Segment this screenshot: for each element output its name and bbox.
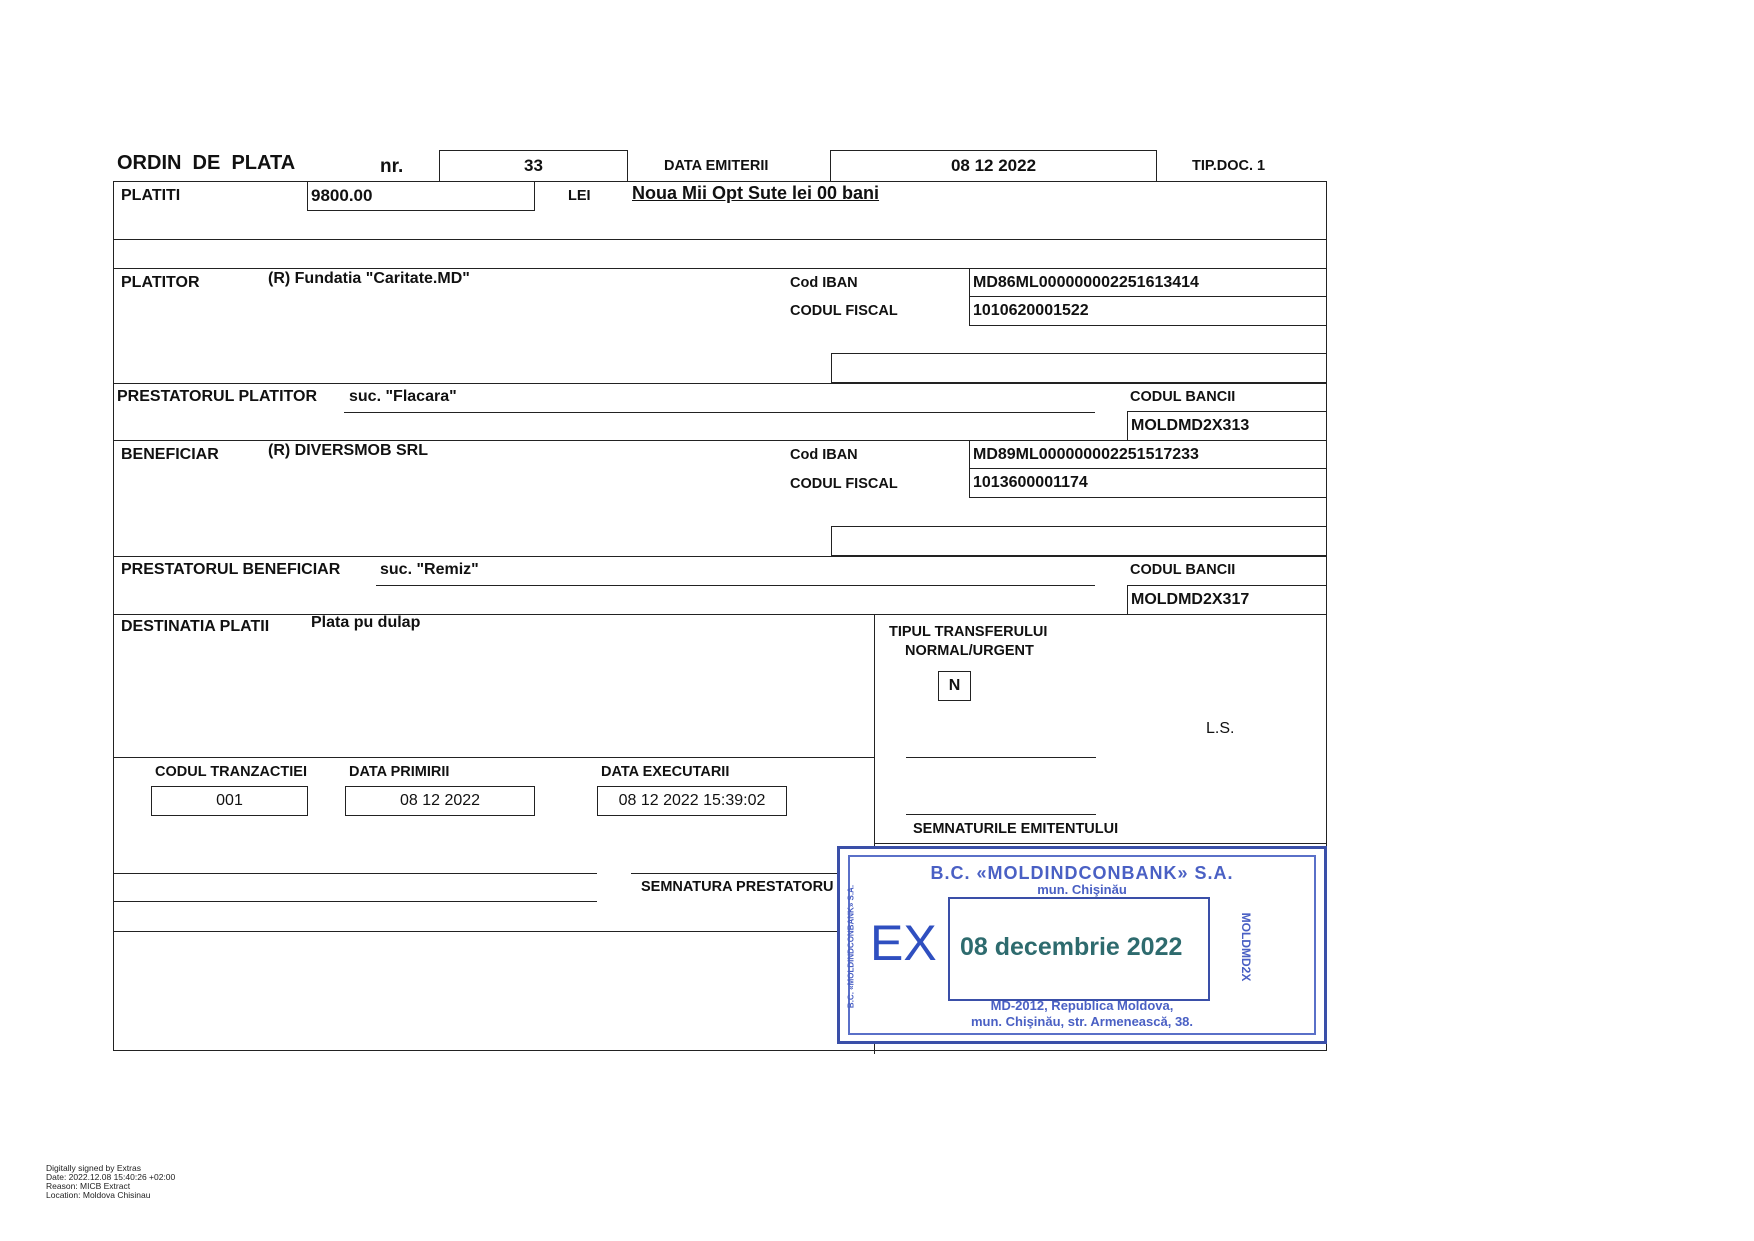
data-emiterii: 08 12 2022 xyxy=(950,156,1037,175)
signature-line-1 xyxy=(906,757,1096,758)
amount-value: 9800.00 xyxy=(311,186,373,205)
prestator-platitor-bank-code-label: CODUL BANCII xyxy=(1130,389,1236,405)
signatures-label: SEMNATURILE EMITENTULUI xyxy=(913,821,1119,837)
prestator-signature-label: SEMNATURA PRESTATORU xyxy=(641,879,834,895)
transfer-type-value: N xyxy=(948,677,961,694)
signature-line-2 xyxy=(906,814,1096,815)
prestator-platitor-label: PRESTATORUL PLATITOR xyxy=(117,388,318,405)
prestator-beneficiar-name: suc. "Remiz" xyxy=(380,561,479,578)
platitor-fiscal: 1010620001522 xyxy=(973,302,1089,319)
platitor-iban-box xyxy=(969,268,1327,297)
nr-label: nr. xyxy=(380,156,404,177)
data-executarii-label: DATA EXECUTARII xyxy=(601,764,730,780)
prestator-beneficiar-bank-code-label: CODUL BANCII xyxy=(1130,562,1236,578)
prestator-platitor-underline xyxy=(344,412,1095,413)
platitor-name: (R) Fundatia "Caritate.MD" xyxy=(268,270,470,287)
prestator-beneficiar-underline xyxy=(376,585,1095,586)
transfer-type-label-1: TIPUL TRANSFERULUI xyxy=(889,624,1048,640)
beneficiar-fiscal: 1013600001174 xyxy=(973,474,1088,491)
amount-box xyxy=(307,181,535,211)
bank-stamp xyxy=(837,846,1327,1044)
platitor-fiscal-box xyxy=(969,296,1327,326)
data-primirii: 08 12 2022 xyxy=(399,792,481,809)
frame-top-line xyxy=(113,181,1327,182)
beneficiar-iban-box xyxy=(969,440,1327,469)
prestator-signature-line xyxy=(631,873,841,874)
signature-info-line-2: Date: 2022.12.08 15:40:26 +02:00 xyxy=(46,1172,176,1182)
stamp-ex: EX xyxy=(870,915,937,971)
ls-label: L.S. xyxy=(1206,720,1235,737)
data-emiterii-label: DATA EMITERII xyxy=(664,158,769,174)
beneficiar-iban-label: Cod IBAN xyxy=(790,447,858,463)
prestator-platitor-bank-code: MOLDMD2X313 xyxy=(1131,417,1250,434)
beneficiar-fiscal-box xyxy=(969,468,1327,498)
bank-line-3 xyxy=(113,931,875,932)
row-line-7 xyxy=(113,757,875,758)
prestator-beneficiar-bank-code: MOLDMD2X317 xyxy=(1131,591,1250,608)
signature-area-bottom xyxy=(874,843,1327,844)
stamp-city: mun. Chişinău xyxy=(1037,882,1127,897)
platiti-label: PLATITI xyxy=(121,187,181,204)
platitor-iban: MD86ML000000002251613414 xyxy=(973,273,1199,291)
row-line-5 xyxy=(113,556,1327,557)
platitor-iban-label: Cod IBAN xyxy=(790,275,858,291)
signature-info-line-1: Digitally signed by Extras xyxy=(46,1163,141,1173)
order-number-box xyxy=(439,150,628,182)
stamp-date: 08 decembrie 2022 xyxy=(960,933,1183,961)
document-title: ORDIN DE PLATA xyxy=(117,152,296,174)
currency-label: LEI xyxy=(568,188,591,204)
data-primirii-box xyxy=(345,786,535,816)
destinatia-value: Plata pu dulap xyxy=(311,614,421,631)
tip-doc: TIP.DOC. 1 xyxy=(1192,158,1266,174)
signature-info-line-4: Location: Moldova Chisinau xyxy=(46,1190,151,1200)
frame-left-line xyxy=(113,181,114,1051)
data-executarii-box xyxy=(597,786,787,816)
prestator-beneficiar-label: PRESTATORUL BENEFICIAR xyxy=(121,561,341,578)
stamp-side-left: B.C. «MOLDINDCONBANK» S.A. xyxy=(846,884,856,1009)
bank-line-2 xyxy=(113,901,597,902)
beneficiar-name: (R) DIVERSMOB SRL xyxy=(268,442,428,459)
signature-info-line-3: Reason: MICB Extract xyxy=(46,1181,131,1191)
transfer-type-box xyxy=(938,671,971,701)
beneficiar-extra-box xyxy=(831,526,1327,556)
bank-line-1 xyxy=(113,873,597,874)
data-executarii: 08 12 2022 15:39:02 xyxy=(618,792,766,809)
beneficiar-fiscal-label: CODUL FISCAL xyxy=(790,476,898,492)
platitor-label: PLATITOR xyxy=(121,274,200,291)
platitor-extra-box xyxy=(831,353,1327,383)
cod-tranzactiei-box xyxy=(151,786,308,816)
data-emiterii-box xyxy=(830,150,1157,182)
row-line-1 xyxy=(113,239,1327,240)
stamp-bank-name: B.C. «MOLDINDCONBANK» S.A. xyxy=(930,863,1234,883)
stamp-side-right: MOLDMD2X xyxy=(1239,912,1253,982)
frame-bottom-line xyxy=(113,1050,1327,1051)
destinatia-label: DESTINATIA PLATII xyxy=(121,618,270,635)
row-line-6 xyxy=(113,614,1327,615)
platitor-fiscal-label: CODUL FISCAL xyxy=(790,303,898,319)
prestator-platitor-bank-code-box xyxy=(1127,411,1327,441)
beneficiar-label: BENEFICIAR xyxy=(121,446,219,463)
prestator-beneficiar-bank-code-box xyxy=(1127,585,1327,615)
row-line-3 xyxy=(113,383,1327,384)
stamp-address-2: mun. Chişinău, str. Armenească, 38. xyxy=(970,1014,1194,1029)
data-primirii-label: DATA PRIMIRII xyxy=(349,764,450,780)
transfer-type-label-2: NORMAL/URGENT xyxy=(905,643,1034,659)
beneficiar-iban: MD89ML000000002251517233 xyxy=(973,445,1199,463)
cod-tranzactiei-label: CODUL TRANZACTIEI xyxy=(155,764,307,780)
prestator-platitor-name: suc. "Flacara" xyxy=(349,388,457,405)
cod-tranzactiei: 001 xyxy=(216,792,243,809)
order-number: 33 xyxy=(524,156,543,175)
stamp-address-1: MD-2012, Republica Moldova, xyxy=(990,998,1174,1013)
amount-in-words: Noua Mii Opt Sute lei 00 bani xyxy=(632,183,880,203)
